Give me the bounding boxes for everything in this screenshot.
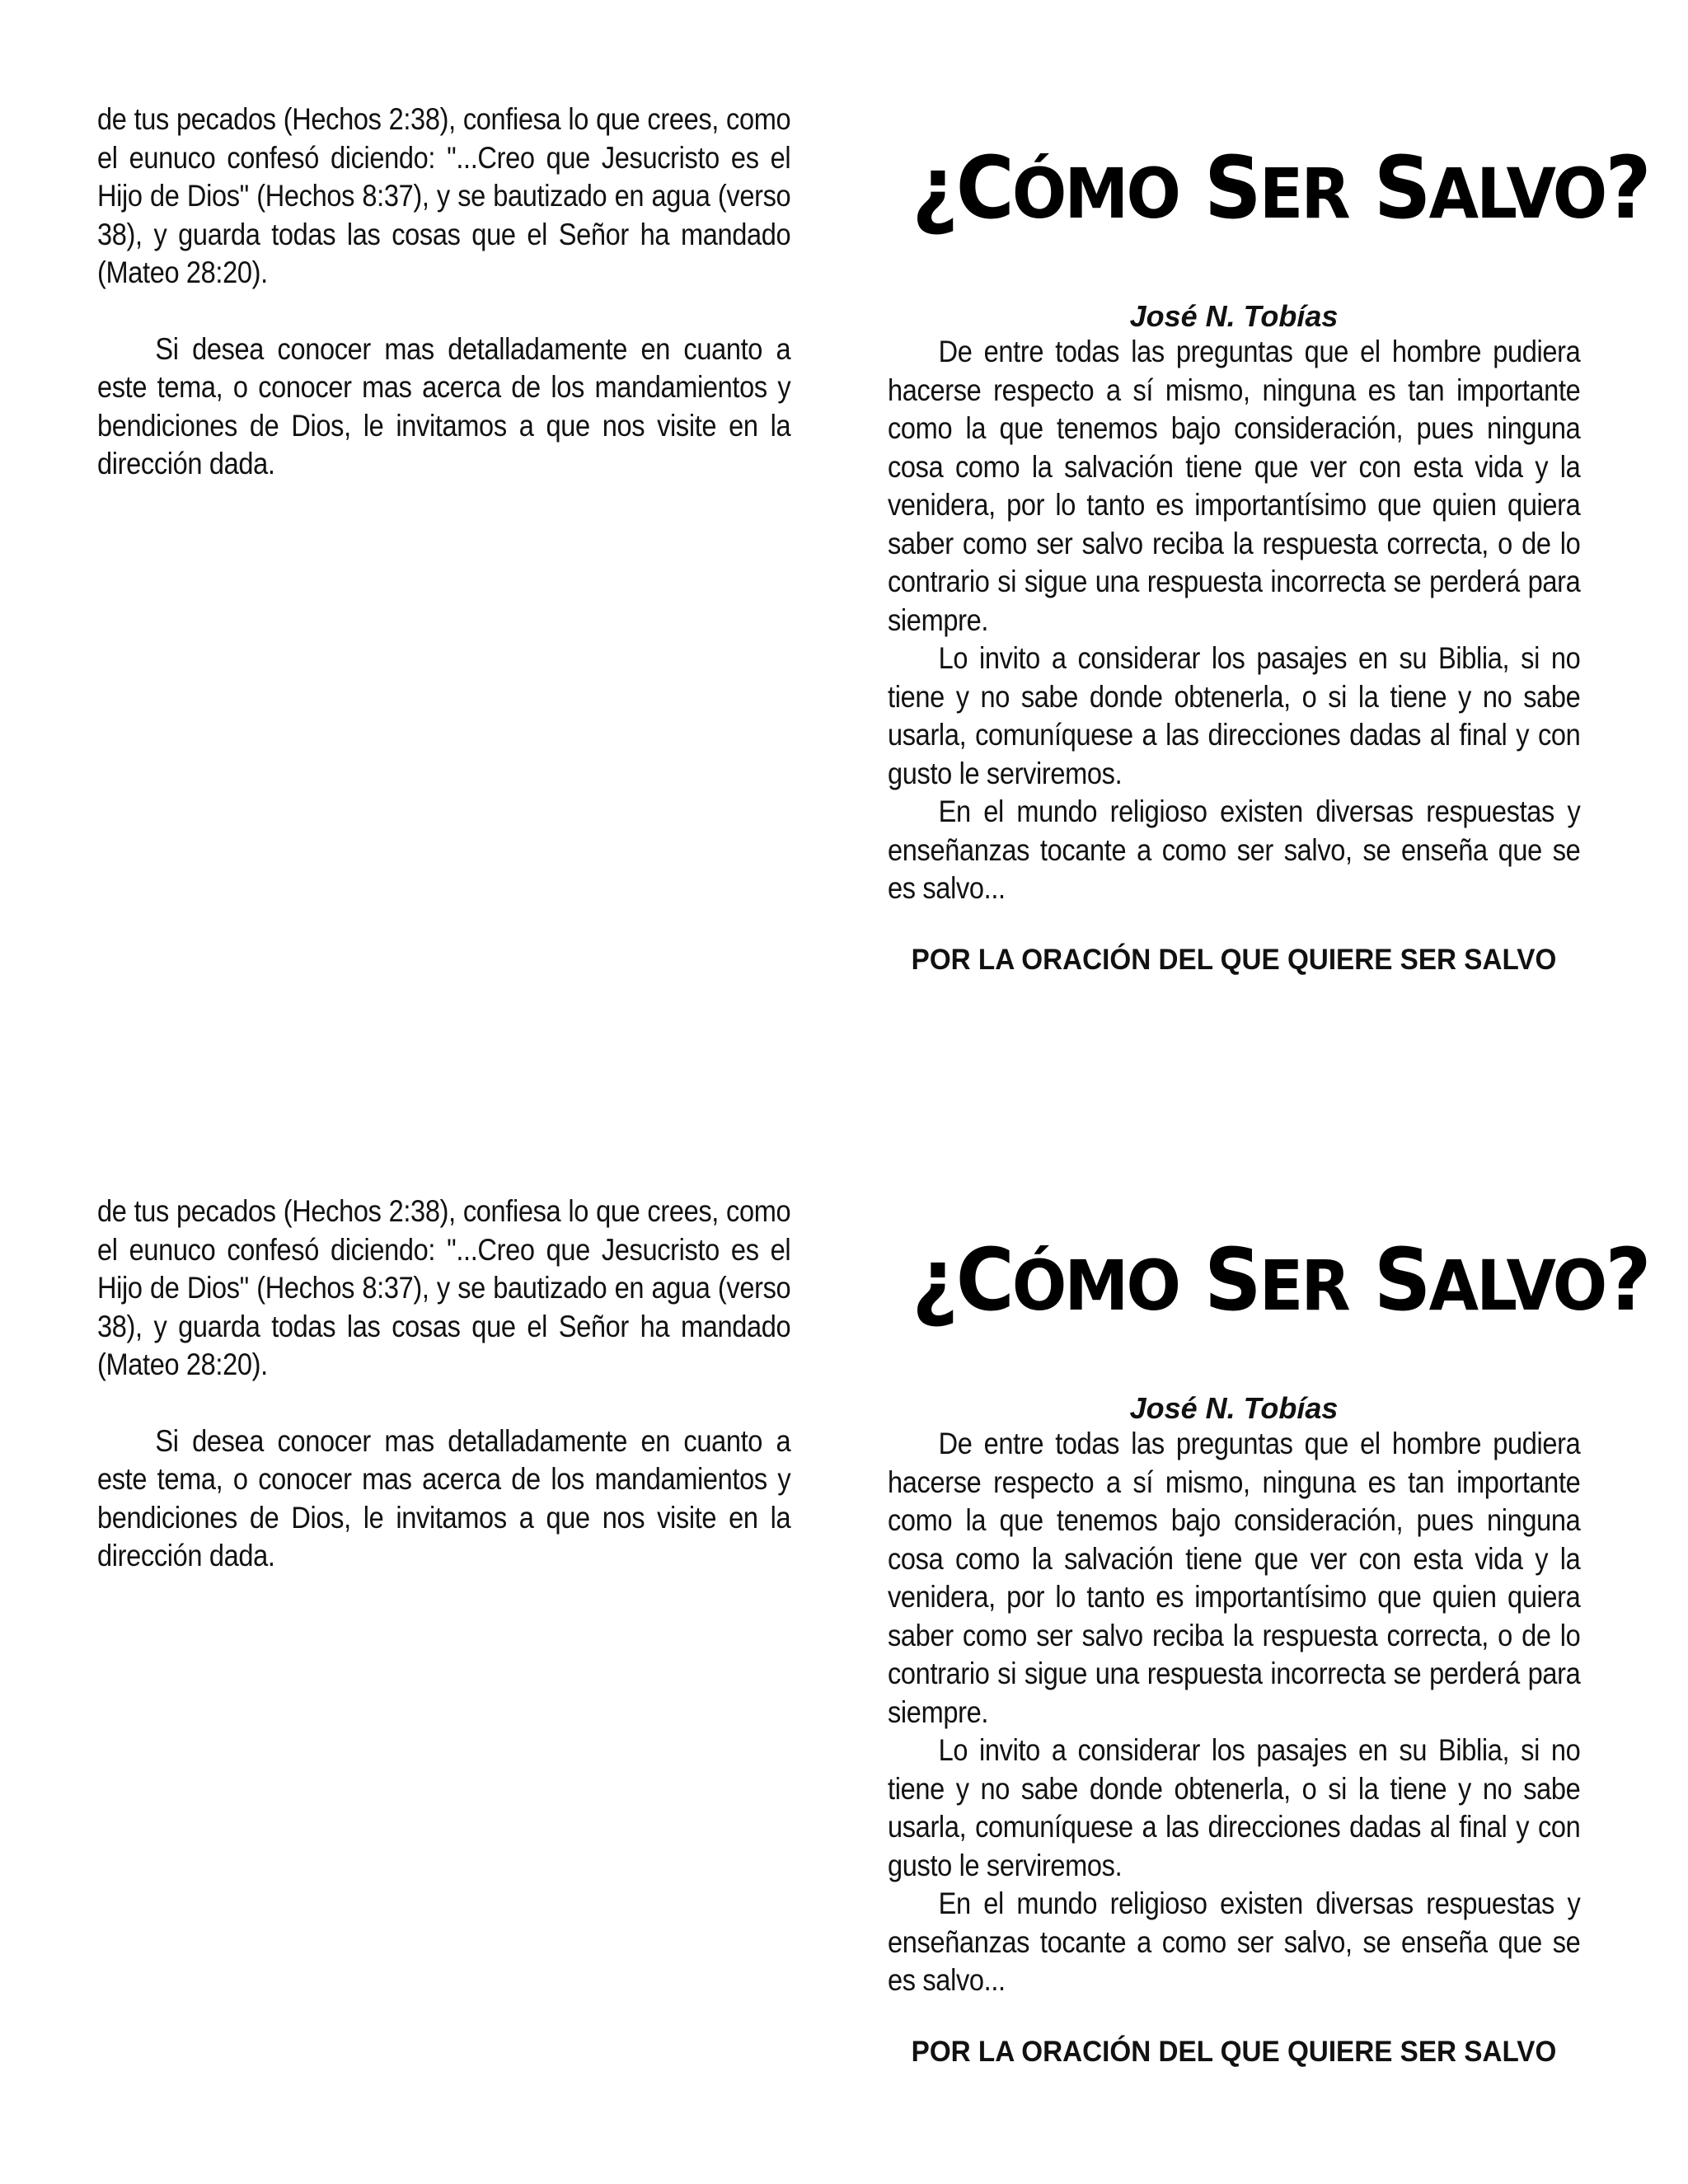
right-column xyxy=(888,0,1649,1092)
title-initial: S xyxy=(1373,138,1429,238)
title-word: ALVO xyxy=(1428,1245,1606,1326)
left-paragraph-2: Si desea conocer mas detalladamente en cuanto a este tema, o conocer mas acerca de los mandamientos y bendiciones de Dios, le invitamos a que nos visite en la dirección dada. xyxy=(97,331,791,480)
title-word: ÓMO xyxy=(1011,1245,1179,1326)
title-initial: C xyxy=(955,1230,1012,1330)
left-paragraph-2: Si desea conocer mas detalladamente en cuanto a este tema, o conocer mas acerca de los mandamientos y bendiciones de Dios, le invitamos a que nos visite en la dirección dada. xyxy=(97,1423,791,1572)
author-name: José N. Tobías xyxy=(1129,1391,1339,1425)
title-close-mark: ? xyxy=(1605,1230,1649,1330)
title-word: ER xyxy=(1259,153,1348,234)
title-initial: S xyxy=(1203,138,1259,238)
tract-copy-bottom xyxy=(0,1092,1688,2184)
left-column xyxy=(97,1193,791,1576)
right-paragraph-3: En el mundo religioso existen diversas respuestas y enseñanzas tocante a como ser salvo, se enseña que se es salvo... xyxy=(888,1886,1581,1997)
right-paragraph-3: En el mundo religioso existen diversas respuestas y enseñanzas tocante a como ser salvo, se enseña que se es salvo... xyxy=(888,794,1581,905)
right-body xyxy=(888,333,1580,908)
title-close-mark: ? xyxy=(1605,138,1649,238)
right-paragraph-1: De entre todas las preguntas que el hombre pudiera hacerse respecto a sí mismo, ninguna es tan importante como la que tenemos bajo consideración, pues ninguna cosa como la salvación tiene que ver con esta vida y la venidera, por lo tanto es importantísimo que quien quiera saber como ser salvo reciba la respuesta correcta, o de lo contrario si sigue una respuesta incorrecta se perderá para siempre. xyxy=(888,1427,1581,1729)
title-open-mark: ¿ xyxy=(912,1230,956,1330)
right-column xyxy=(888,1092,1649,2184)
right-paragraph-2: Lo invito a considerar los pasajes en su Biblia, si no tiene y no sabe donde obtenerla, o si la tiene y no sabe usarla, comuníquese a las direcciones dadas al final y con gusto le serviremos. xyxy=(888,1733,1581,1882)
title-initial: S xyxy=(1373,1230,1429,1330)
tract-title xyxy=(912,1230,1649,1335)
left-paragraph-1: de tus pecados (Hechos 2:38), confiesa lo que crees, como el eunuco confesó diciendo: "...Creo que Jesucristo es el Hijo de Dios" (Hechos 8:37), y se bautizado en agua (verso 38), y guarda todas las cosas que el Señor ha mandado (Mateo 28:20). xyxy=(97,1194,791,1381)
right-paragraph-2: Lo invito a considerar los pasajes en su Biblia, si no tiene y no sabe donde obtenerla, o si la tiene y no sabe usarla, comuníquese a las direcciones dadas al final y con gusto le serviremos. xyxy=(888,641,1581,790)
title-word: ER xyxy=(1259,1245,1348,1326)
title-initial: S xyxy=(1203,1230,1259,1330)
left-column xyxy=(97,101,791,484)
right-paragraph-1: De entre todas las preguntas que el hombre pudiera hacerse respecto a sí mismo, ninguna es tan importante como la que tenemos bajo consideración, pues ninguna cosa como la salvación tiene que ver con esta vida y la venidera, por lo tanto es importantísimo que quien quiera saber como ser salvo reciba la respuesta correcta, o de lo contrario si sigue una respuesta incorrecta se perderá para siempre. xyxy=(888,335,1581,637)
title-initial: C xyxy=(955,138,1012,238)
section-heading: POR LA ORACIÓN DEL QUE QUIERE SER SALVO xyxy=(911,2036,1557,2068)
title-word: ÓMO xyxy=(1011,153,1179,234)
right-body xyxy=(888,1425,1580,2000)
title-word: ALVO xyxy=(1428,153,1606,234)
author-name: José N. Tobías xyxy=(1129,299,1339,333)
section-heading: POR LA ORACIÓN DEL QUE QUIERE SER SALVO xyxy=(911,944,1557,976)
left-paragraph-1: de tus pecados (Hechos 2:38), confiesa lo que crees, como el eunuco confesó diciendo: "...Creo que Jesucristo es el Hijo de Dios" (Hechos 8:37), y se bautizado en agua (verso 38), y guarda todas las cosas que el Señor ha mandado (Mateo 28:20). xyxy=(97,102,791,289)
title-open-mark: ¿ xyxy=(912,138,956,238)
tract-title xyxy=(912,138,1649,243)
